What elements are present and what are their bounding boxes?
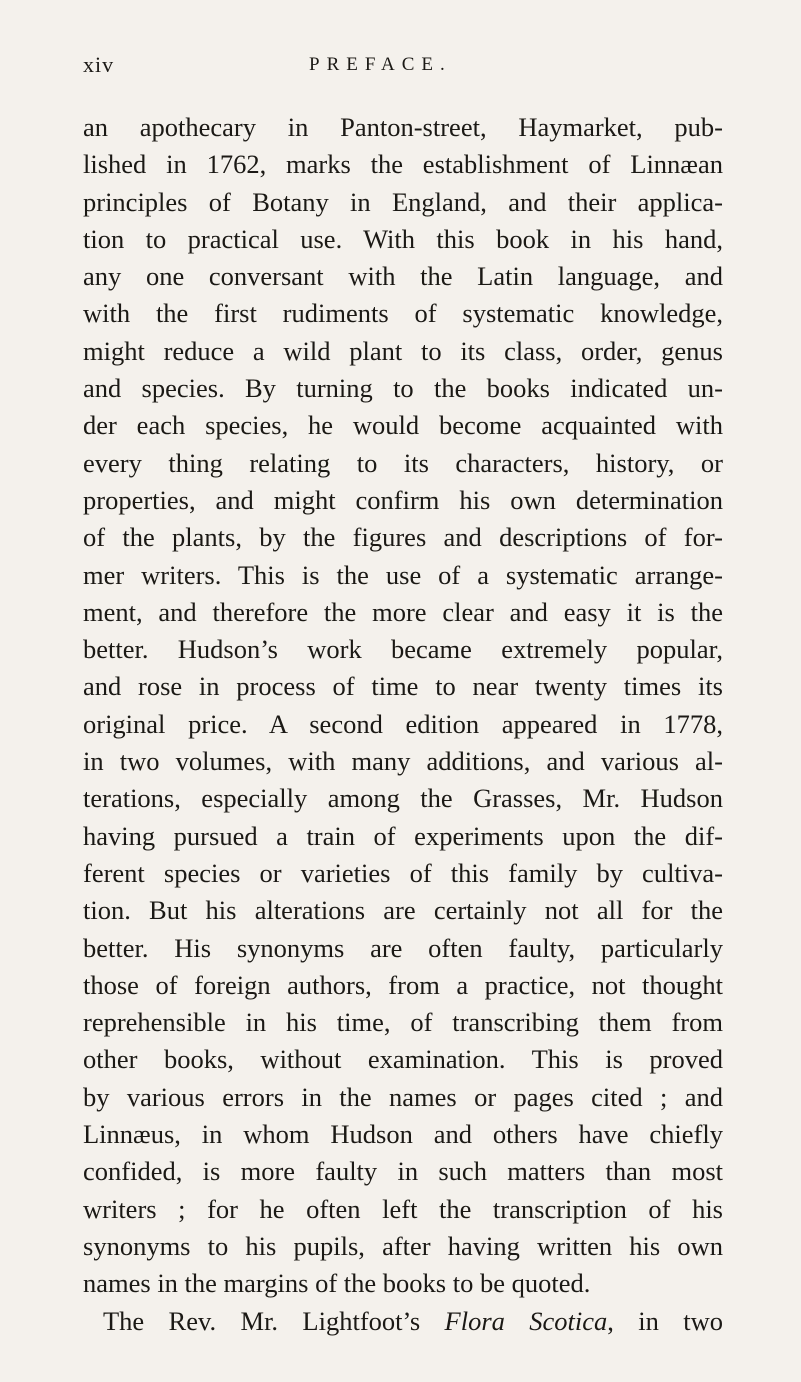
text-line: ferent species or varieties of this family by cultiva-: [83, 857, 723, 888]
text-line: principles of Botany in England, and their applica-: [83, 186, 723, 217]
text-line: with the first rudiments of systematic knowledge,: [83, 298, 723, 329]
text-line: tion to practical use. With this book in his hand,: [83, 223, 723, 254]
text-line: names in the margins of the books to be quoted.: [83, 1268, 591, 1299]
text-line: and species. By turning to the books indicated un-: [83, 373, 723, 404]
text-line: synonyms to his pupils, after having written his own: [83, 1230, 723, 1261]
text-line: mer writers. This is the use of a systematic arrange-: [83, 559, 723, 590]
text-line: every thing relating to its characters, history, or: [83, 447, 723, 478]
running-head: PREFACE.: [309, 54, 452, 75]
text-line: better. Hudson’s work became extremely popular,: [83, 634, 723, 665]
text-line: lished in 1762, marks the establishment of Linnæan: [83, 149, 723, 180]
text-line: in two volumes, with many additions, and various al-: [83, 746, 723, 777]
text-line-final: [83, 1303, 723, 1340]
text-line: any one conversant with the Latin language, and: [83, 261, 723, 292]
text-line: those of foreign authors, from a practice, not thought: [83, 969, 723, 1000]
page-header: [83, 50, 723, 90]
text-line: by various errors in the names or pages cited ; and: [83, 1081, 723, 1112]
text-line: properties, and might confirm his own determination: [83, 484, 723, 515]
final-line-tail: , in two: [607, 1305, 723, 1336]
text-line: original price. A second edition appeared in 1778,: [83, 708, 723, 739]
text-line: of the plants, by the figures and descriptions of for-: [83, 522, 723, 553]
italic-title: Flora Scotica: [444, 1305, 608, 1336]
text-line: and rose in process of time to near twenty times its: [83, 671, 723, 702]
text-line: reprehensible in his time, of transcribing them from: [83, 1007, 723, 1038]
body-text: [83, 109, 723, 1340]
text-line: tion. But his alterations are certainly not all for the: [83, 895, 723, 926]
text-line: an apothecary in Panton-street, Haymarket, pub-: [83, 112, 723, 142]
final-line-lead: The Rev. Mr. Lightfoot’s: [103, 1305, 445, 1336]
page-number: xiv: [83, 52, 115, 77]
text-line: ment, and therefore the more clear and easy it is the: [83, 596, 723, 627]
text-line: Linnæus, in whom Hudson and others have chiefly: [83, 1119, 723, 1150]
text-line: confided, is more faulty in such matters than most: [83, 1156, 723, 1187]
text-line: might reduce a wild plant to its class, order, genus: [83, 335, 723, 366]
text-line: having pursued a train of experiments upon the dif-: [83, 820, 723, 851]
text-line: writers ; for he often left the transcription of his: [83, 1193, 723, 1224]
text-line: terations, especially among the Grasses, Mr. Hudson: [83, 783, 723, 814]
text-line: der each species, he would become acquainted with: [83, 410, 723, 441]
text-line: better. His synonyms are often faulty, particularly: [83, 932, 723, 963]
text-line: other books, without examination. This is proved: [83, 1044, 723, 1075]
